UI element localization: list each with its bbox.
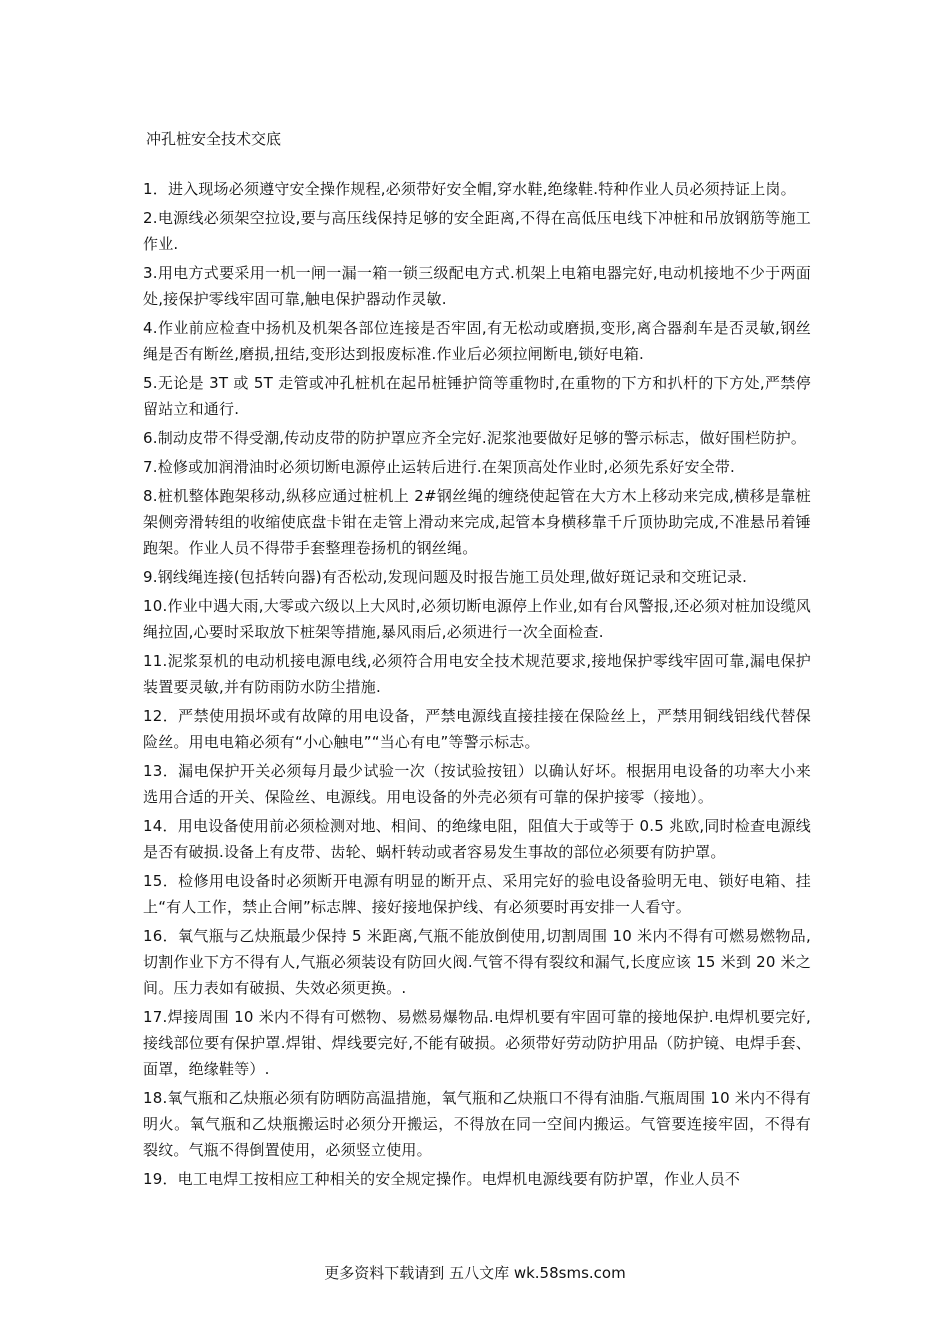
document-title: 冲孔桩安全技术交底 [146, 130, 282, 148]
paragraph-2: 2.电源线必须架空拉设,要与高压线保持足够的安全距离,不得在高低压电线下冲桩和吊放钢筋等施工作业. [143, 209, 811, 253]
paragraph-10: 10.作业中遇大雨,大零或六级以上大风时,必须切断电源停上作业,如有台风警报,还必须对桩加设缆风绳拉固,心要时采取放下桩架等措施,暴风雨后,必须进行一次全面检查. [143, 597, 811, 641]
document-body [143, 176, 811, 1195]
paragraph-6: 6.制动皮带不得受潮,传动皮带的防护罩应齐全完好.泥浆池要做好足够的警示标志，做好围栏防护。 [143, 429, 807, 447]
paragraph-16: 16．氧气瓶与乙炔瓶最少保持 5 米距离,气瓶不能放倒使用,切割周围 10 米内不得有可燃易燃物品,切割作业下方不得有人,气瓶必须装设有防回火阀.气管不得有裂纹和漏气,长度应该 15 米到 20 米之间。压力表如有破损、失效必须更换。. [143, 927, 811, 997]
footer-note: 更多资料下载请到 五八文库 wk.58sms.com [324, 1264, 626, 1282]
paragraph-11: 11.泥浆泵机的电动机接电源电线,必须符合用电安全技术规范要求,接地保护零线牢固可靠,漏电保护装置要灵敏,并有防雨防水防尘措施. [143, 652, 811, 696]
paragraph-7: 7.检修或加润滑油时必须切断电源停止运转后进行.在架顶高处作业时,必须先系好安全带. [143, 458, 736, 476]
paragraph-17: 17.焊接周围 10 米内不得有可燃物、易燃易爆物品.电焊机要有牢固可靠的接地保护.电焊机要完好,接线部位要有保护罩.焊钳、焊线要完好,不能有破损。必须带好劳动防护用品（防护镜、电焊手套、面罩，绝缘鞋等）. [143, 1008, 811, 1078]
paragraph-3: 3.用电方式要采用一机一闸一漏一箱一锁三级配电方式.机架上电箱电器完好,电动机接地不少于两面处,接保护零线牢固可靠,触电保护器动作灵敏. [143, 264, 811, 308]
paragraph-12: 12．严禁使用损坏或有故障的用电设备，严禁电源线直接挂接在保险丝上，严禁用铜线铝线代替保险丝。用电电箱必须有“小心触电”“当心有电”等警示标志。 [143, 707, 811, 751]
paragraph-13: 13．漏电保护开关必须每月最少试验一次（按试验按钮）以确认好坏。根据用电设备的功率大小来选用合适的开关、保险丝、电源线。用电设备的外壳必须有可靠的保护接零（接地）。 [143, 762, 811, 806]
paragraph-9: 9.钢线绳连接(包括转向器)有否松动,发现问题及时报告施工员处理,做好斑记录和交班记录. [143, 568, 748, 586]
paragraph-14: 14．用电设备使用前必须检测对地、相间、的绝缘电阻，阻值大于或等于 0.5 兆欧,同时检查电源线是否有破损.设备上有皮带、齿轮、蜗杆转动或者容易发生事故的部位必须要有防护罩。 [143, 817, 811, 861]
paragraph-8: 8.桩机整体跑架移动,纵移应通过桩机上 2#钢丝绳的缠绕使起管在大方木上移动来完成,横移是靠桩架侧旁滑转组的收缩使底盘卡钳在走管上滑动来完成,起管本身横移靠千斤顶协助完成,不准悬吊着锤跑架。作业人员不得带手套整理卷扬机的钢丝绳。 [143, 487, 811, 557]
paragraph-4: 4.作业前应检查中扬机及机架各部位连接是否牢固,有无松动或磨损,变形,离合器刹车是否灵敏,钢丝绳是否有断丝,磨损,扭结,变形达到报废标准.作业后必须拉闸断电,锁好电箱. [143, 319, 811, 363]
paragraph-19: 19．电工电焊工按相应工种相关的安全规定操作。电焊机电源线要有防护罩，作业人员不 [143, 1170, 741, 1188]
paragraph-18: 18.氧气瓶和乙炔瓶必须有防晒防高温措施，氧气瓶和乙炔瓶口不得有油脂.气瓶周围 10 米内不得有明火。氧气瓶和乙炔瓶搬运时必须分开搬运，不得放在同一空间内搬运。气管要连接牢固，不得有裂纹。气瓶不得倒置使用，必须竖立使用。 [143, 1089, 811, 1159]
paragraph-1: 1．进入现场必须遵守安全操作规程,必须带好安全帽,穿水鞋,绝缘鞋.特种作业人员必须持证上岗。 [143, 180, 796, 198]
paragraph-15: 15．检修用电设备时必须断开电源有明显的断开点、采用完好的验电设备验明无电、锁好电箱、挂上“有人工作，禁止合闸”标志牌、接好接地保护线、有必须要时再安排一人看守。 [143, 872, 811, 916]
paragraph-5: 5.无论是 3T 或 5T 走管或冲孔桩机在起吊桩锤护筒等重物时,在重物的下方和扒杆的下方处,严禁停留站立和通行. [143, 374, 811, 418]
